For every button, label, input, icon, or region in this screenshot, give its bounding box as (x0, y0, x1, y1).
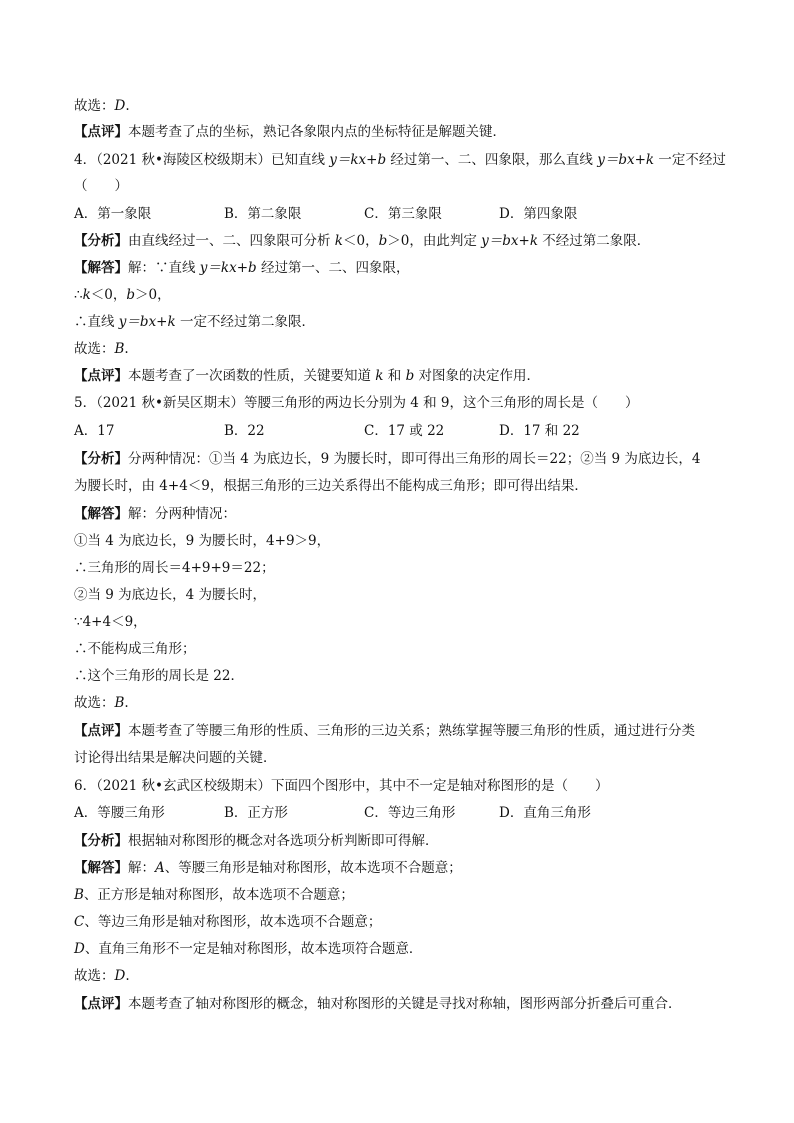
option-b: B．第二象限 (224, 206, 302, 222)
q4-step1 (74, 285, 734, 305)
q5-analysis-line2: 为腰长时，由 4+4＜9，根据三角形的三边关系得出不能构成三角形；即可得出结果． (74, 478, 588, 494)
text: 不经过第二象限． (538, 233, 651, 249)
answer-end: . (125, 968, 130, 984)
text: 经过第一、二、四象限， (256, 260, 410, 276)
option-b: B．正方形 (224, 805, 288, 821)
q6-solution-a (74, 858, 734, 878)
text: 一定不经过第二象限． (175, 314, 315, 330)
equation: y＝bx+k (597, 152, 655, 168)
option-d: D．直角三角形 (499, 805, 591, 821)
var: k (82, 287, 91, 303)
text: 解：分两种情况： (128, 506, 236, 522)
q4-options (74, 204, 734, 224)
stem-text: 经过第一、二、四象限，那么直线 (386, 152, 598, 168)
text: 、等腰三角形是轴对称图形，故本选项不合题意； (164, 860, 462, 876)
option-d: D．第四象限 (499, 206, 578, 222)
equation: y＝kx+b (199, 260, 257, 276)
text: 由直线经过一、二、四象限可分析 (128, 233, 335, 249)
answer-end: . (124, 341, 129, 357)
q4-stem-paren: （ ） (74, 178, 128, 194)
q5-review-line1 (74, 721, 734, 741)
q5-options (74, 421, 734, 441)
q5-step: ∴不能构成三角形； (74, 641, 196, 657)
var: b (126, 287, 136, 303)
q4-solution (74, 258, 734, 278)
option-letter: A (155, 860, 165, 876)
q6-review (74, 994, 734, 1014)
review-text: 本题考查了点的坐标，熟记各象限内点的坐标特征是解题关键． (128, 124, 506, 140)
text: ∴ (74, 287, 83, 303)
q6-solution-d (74, 939, 734, 959)
answer-letter: D (114, 98, 126, 114)
q3-review (74, 122, 734, 142)
text: 、正方形是轴对称图形，故本选项不合题意； (83, 887, 354, 903)
q5-step: ②当 9 为底边长，4 为腰长时， (74, 587, 267, 603)
review-tag: 【点评】 (74, 996, 128, 1012)
text: ＞0，由此判定 (387, 233, 482, 249)
answer-letter: D (114, 968, 126, 984)
solution-tag: 【解答】 (74, 506, 128, 522)
answer-label: 故选： (74, 341, 115, 357)
q4-stem (74, 150, 734, 170)
text: 分两种情况：①当 4 为底边长，9 为腰长时，即可得出三角形的周长＝22；②当 9 为底边长，4 (128, 451, 701, 467)
option-letter: B (74, 887, 84, 903)
var: b (405, 368, 415, 384)
text: ＜0， (90, 287, 127, 303)
option-c: C．17 或 22 (364, 423, 445, 439)
q5-answer (74, 693, 734, 713)
text: 对图象的决定作用． (414, 368, 541, 384)
stem-text: 一定不经过 (654, 152, 726, 168)
equation: y＝bx+k (118, 314, 176, 330)
text: 、等边三角形是轴对称图形，故本选项不合题意； (84, 914, 382, 930)
answer-label: 故选： (74, 968, 115, 984)
q4-step2 (74, 312, 734, 332)
q5-step: ∵4+4＜9， (74, 614, 147, 630)
q6-stem: 6．（2021 秋•玄武区校级期末）下面四个图形中，其中不一定是轴对称图形的是（ ） (74, 778, 609, 794)
q6-solution-c (74, 912, 734, 932)
review-tag: 【点评】 (74, 368, 128, 384)
q5-step: ①当 4 为底边长，9 为腰长时，4+9＞9， (74, 533, 331, 549)
text: ＞0， (135, 287, 171, 303)
option-b: B．22 (224, 423, 265, 439)
q5-analysis-line1 (74, 449, 734, 469)
stem-text: 4．（2021 秋•海陵区校级期末）已知直线 (74, 152, 330, 168)
analysis-tag: 【分析】 (74, 833, 128, 849)
analysis-tag: 【分析】 (74, 233, 128, 249)
q6-options (74, 803, 734, 823)
q5-step: ∴三角形的周长＝4+9+9＝22； (74, 560, 275, 576)
text: ＜0， (342, 233, 379, 249)
option-d: D．17 和 22 (499, 423, 580, 439)
review-tag: 【点评】 (74, 723, 128, 739)
q6-analysis (74, 831, 734, 851)
review-tag: 【点评】 (74, 124, 128, 140)
option-letter: D (74, 941, 85, 957)
q5-stem: 5．（2021 秋•新吴区期末）等腰三角形的两边长分别为 4 和 9，这个三角形的周长是（ ） (74, 395, 639, 411)
solution-tag: 【解答】 (74, 860, 128, 876)
solution-tag: 【解答】 (74, 260, 128, 276)
q4-answer (74, 339, 734, 359)
option-a: A．17 (74, 423, 115, 439)
text: 解：∵直线 (128, 260, 200, 276)
q4-review (74, 366, 734, 386)
option-a: A．第一象限 (74, 206, 152, 222)
equation: y＝kx+b (329, 152, 387, 168)
option-c: C．第三象限 (364, 206, 442, 222)
equation: y＝bx+k (481, 233, 538, 249)
text: 和 (383, 368, 406, 384)
option-a: A．等腰三角形 (74, 805, 165, 821)
q6-solution-b (74, 885, 734, 905)
q5-step: ∴这个三角形的周长是 22． (74, 668, 244, 684)
var: k (334, 233, 343, 249)
text: 解： (128, 860, 155, 876)
answer-letter: B (114, 695, 125, 711)
text: 、直角三角形不一定是轴对称图形，故本选项符合题意． (84, 941, 423, 957)
q6-answer (74, 966, 734, 986)
option-c: C．等边三角形 (364, 805, 456, 821)
text: 根据轴对称图形的概念对各选项分析判断即可得解． (128, 833, 439, 849)
answer-label: 故选： (74, 98, 115, 114)
q5-solution (74, 504, 734, 524)
text: 本题考查了等腰三角形的性质、三角形的三边关系；熟练掌握等腰三角形的性质，通过进行分类 (128, 723, 695, 739)
var: b (378, 233, 388, 249)
var: k (375, 368, 384, 384)
text: ∴直线 (74, 314, 119, 330)
text: 本题考查了轴对称图形的概念，轴对称图形的关键是寻找对称轴，图形两部分折叠后可重合． (128, 996, 682, 1012)
q3-answer (74, 96, 734, 116)
q5-review-line2: 讨论得出结果是解决问题的关键． (74, 750, 277, 766)
answer-letter: B (114, 341, 125, 357)
option-letter: C (74, 914, 85, 930)
answer-end: . (125, 98, 130, 114)
answer-end: . (124, 695, 129, 711)
q4-analysis (74, 231, 734, 251)
answer-label: 故选： (74, 695, 115, 711)
analysis-tag: 【分析】 (74, 451, 128, 467)
text: 本题考查了一次函数的性质，关键要知道 (128, 368, 376, 384)
